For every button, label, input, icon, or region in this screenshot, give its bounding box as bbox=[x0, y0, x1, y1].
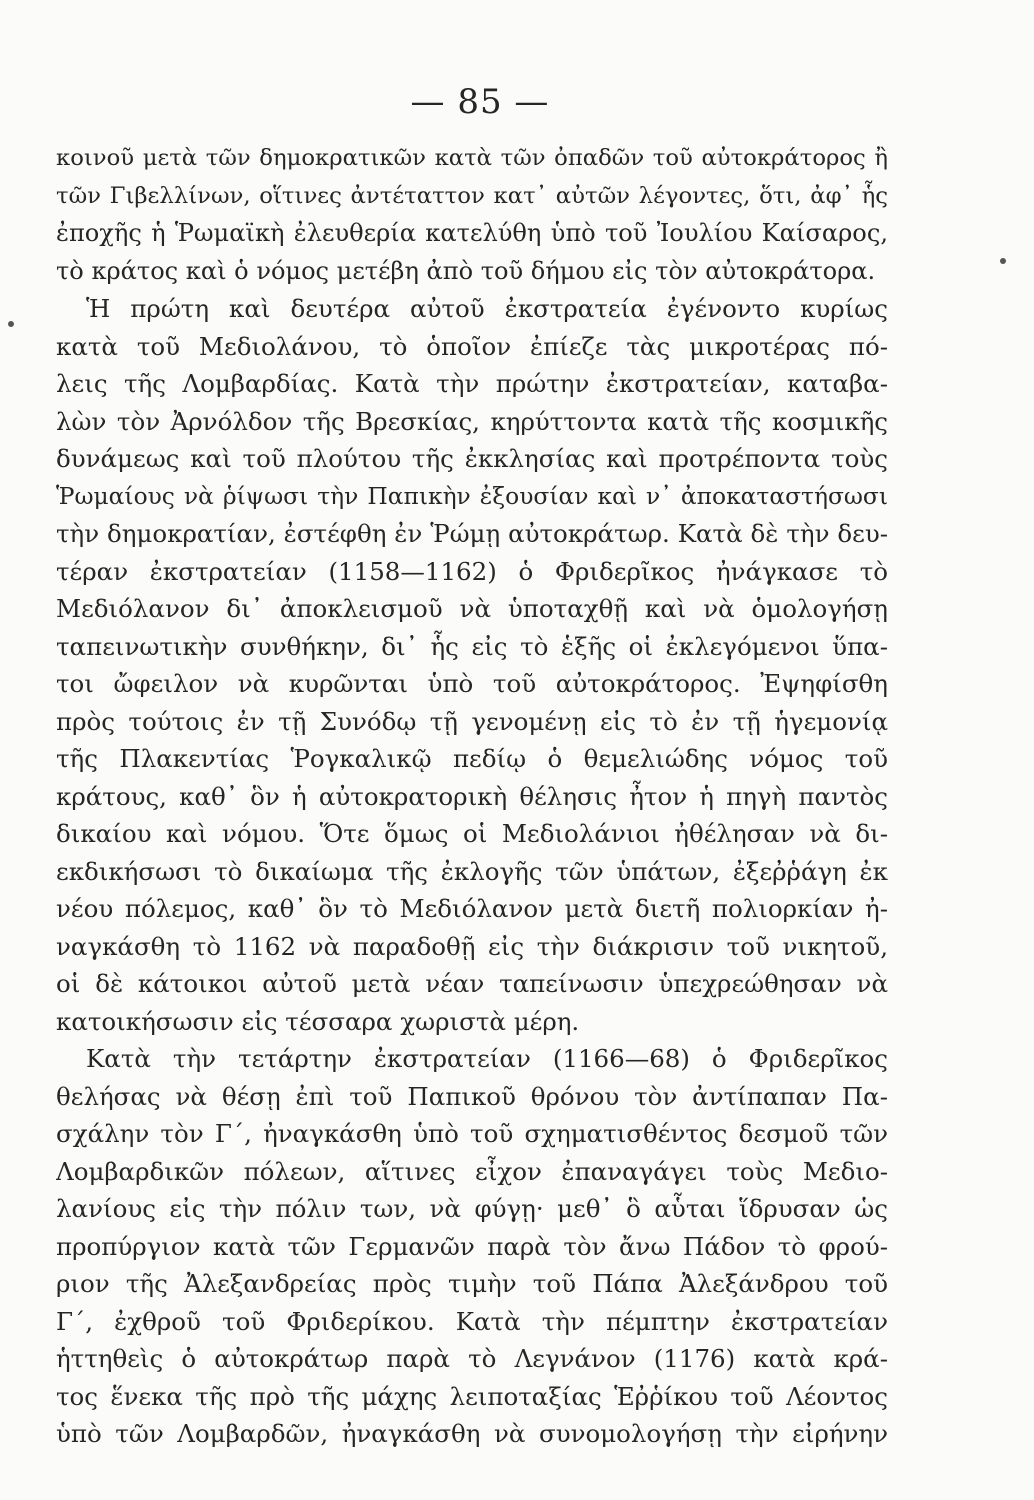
text-line: δυνάμεως καὶ τοῦ πλούτου τῆς ἐκκλησίας καὶ προτρέποντα τοὺς bbox=[56, 444, 888, 473]
margin-mark-left bbox=[8, 321, 14, 327]
body-text bbox=[56, 140, 888, 1453]
text-line: πρὸς τούτοις ἐν τῇ Συνόδῳ τῇ γενομένῃ εἰς τὸ ἐν τῇ ἡγεμονίᾳ bbox=[56, 706, 888, 736]
text-line: ἡττηθεὶς ὁ αὐτοκράτωρ παρὰ τὸ Λεγνάνον (1176) κατὰ κρά- bbox=[56, 1344, 888, 1373]
text-line: ριον τῆς Ἀλεξανδρείας πρὸς τιμὴν τοῦ Πάπα Ἀλεξάνδρου τοῦ bbox=[56, 1269, 888, 1298]
text-line: τὸ κράτος καὶ ὁ νόμος μετέβη ἀπὸ τοῦ δήμου εἰς τὸν αὐτοκράτορα. bbox=[56, 256, 876, 285]
text-line: τῆς Πλακεντίας Ῥογκαλικῷ πεδίῳ ὁ θεμελιώδης νόμος τοῦ bbox=[56, 744, 888, 773]
text-line: τοι ὤφειλον νὰ κυρῶνται ὑπὸ τοῦ αὐτοκράτορος. Ἐψηφίσθη bbox=[56, 669, 888, 698]
text-line: Ῥωμαίους νὰ ῥίψωσι τὴν Παπικὴν ἐξουσίαν καὶ ν᾽ ἀποκαταστήσωσι bbox=[56, 481, 888, 510]
text-line: τέραν ἐκστρατείαν (1158—1162) ὁ Φριδερῖκος ἠνάγκασε τὸ bbox=[56, 556, 888, 586]
text-line: κοινοῦ μετὰ τῶν δημοκρατικῶν κατὰ τῶν ὀπαδῶν τοῦ αὐτοκράτορος ἢ bbox=[56, 145, 888, 171]
text-line: οἱ δὲ κάτοικοι αὐτοῦ μετὰ νέαν ταπείνωσιν ὑπεχρεώθησαν νὰ bbox=[56, 969, 888, 998]
text-line: κατοικήσωσιν εἰς τέσσαρα χωριστὰ μέρη. bbox=[56, 1006, 580, 1036]
text-line: Κατὰ τὴν τετάρτην ἐκστρατείαν (1166—68) ὁ Φριδερῖκος bbox=[86, 1044, 888, 1073]
text-line: Ἡ πρώτη καὶ δευτέρα αὐτοῦ ἐκστρατεία ἐγένοντο κυρίως bbox=[86, 294, 888, 323]
text-line: τῶν Γιβελλίνων, οἵτινες ἀντέταττον κατ᾽ αὐτῶν λέγοντες, ὅτι, ἀφ᾽ ἧς bbox=[56, 182, 888, 209]
text-line: τὴν δημοκρατίαν, ἐστέφθη ἐν Ῥώμῃ αὐτοκράτωρ. Κατὰ δὲ τὴν δευ- bbox=[56, 519, 888, 548]
text-line: νέου πόλεμος, καθ᾽ ὃν τὸ Μεδιόλανον μετὰ διετῆ πολιορκίαν ἠ- bbox=[56, 894, 888, 923]
text-line: ὑπὸ τῶν Λομβαρδῶν, ἠναγκάσθη νὰ συνομολογήσῃ τὴν εἰρήνην bbox=[56, 1419, 888, 1448]
text-line: τος ἕνεκα τῆς πρὸ τῆς μάχης λειποταξίας Ἑῤῥίκου τοῦ Λέοντος bbox=[56, 1381, 888, 1411]
text-line: ἐποχῆς ἡ Ῥωμαϊκὴ ἐλευθερία κατελύθη ὑπὸ τοῦ Ἰουλίου Καίσαρος, bbox=[56, 219, 888, 247]
page-number: — 85 — bbox=[410, 82, 550, 122]
margin-mark-right bbox=[1000, 258, 1006, 264]
text-line: εκδικήσωσι τὸ δικαίωμα τῆς ἐκλογῆς τῶν ὑπάτων, ἐξεῤῥάγη ἐκ bbox=[56, 856, 888, 886]
text-line: σχάλην τὸν Γ΄, ἠναγκάσθη ὑπὸ τοῦ σχηματισθέντος δεσμοῦ τῶν bbox=[56, 1119, 888, 1148]
text-line: κατὰ τοῦ Μεδιολάνου, τὸ ὁποῖον ἐπίεζε τὰς μικροτέρας πό- bbox=[56, 331, 888, 361]
text-line: Μεδιόλανον δι᾽ ἀποκλεισμοῦ νὰ ὑποταχθῇ καὶ νὰ ὁμολογήσῃ bbox=[56, 594, 888, 623]
text-line: λανίους εἰς τὴν πόλιν των, νὰ φύγῃ· μεθ᾽ ὃ αὗται ἵδρυσαν ὡς bbox=[56, 1194, 888, 1223]
text-line: δικαίου καὶ νόμου. Ὅτε ὅμως οἱ Μεδιολάνιοι ἠθέλησαν νὰ δι- bbox=[56, 819, 888, 848]
text-line: ταπεινωτικὴν συνθήκην, δι᾽ ἧς εἰς τὸ ἑξῆς οἱ ἐκλεγόμενοι ὕπα- bbox=[56, 631, 888, 661]
text-line: Γ΄, ἐχθροῦ τοῦ Φριδερίκου. Κατὰ τὴν πέμπτην ἐκστρατείαν bbox=[56, 1306, 888, 1336]
text-line: Λομβαρδικῶν πόλεων, αἵτινες εἶχον ἐπαναγάγει τοὺς Μεδιο- bbox=[56, 1156, 888, 1186]
text-line: προπύργιον κατὰ τῶν Γερμανῶν παρὰ τὸν ἄνω Πάδον τὸ φρού- bbox=[56, 1231, 888, 1261]
text-line: λεις τῆς Λομβαρδίας. Κατὰ τὴν πρώτην ἐκστρατείαν, καταβα- bbox=[56, 369, 888, 398]
text-line: λὼν τὸν Ἀρνόλδον τῆς Βρεσκίας, κηρύττοντα κατὰ τῆς κοσμικῆς bbox=[56, 406, 888, 436]
text-line: κράτους, καθ᾽ ὃν ἡ αὐτοκρατορικὴ θέλησις ἦτον ἡ πηγὴ παντὸς bbox=[56, 781, 888, 811]
text-line: θελήσας νὰ θέσῃ ἐπὶ τοῦ Παπικοῦ θρόνου τὸν ἀντίπαπαν Πα- bbox=[56, 1081, 888, 1111]
text-line: ναγκάσθη τὸ 1162 νὰ παραδοθῇ εἰς τὴν διάκρισιν τοῦ νικητοῦ, bbox=[56, 931, 888, 961]
